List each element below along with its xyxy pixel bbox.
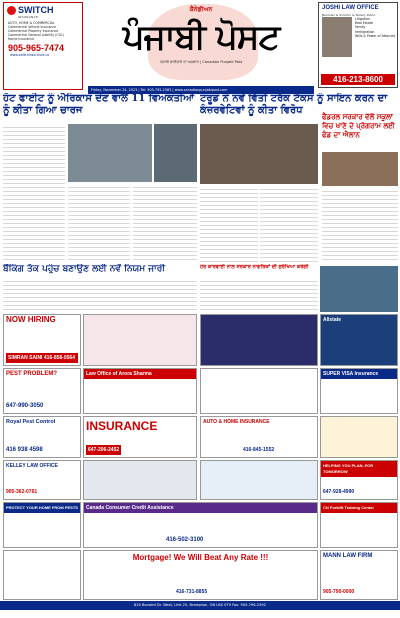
super-visa-details[interactable]: [320, 416, 398, 458]
switch-line: Commercial General Liability (CGL): [8, 33, 65, 38]
mann-law-ad[interactable]: [320, 550, 398, 600]
article-photo-side: [322, 152, 398, 186]
switch-brand: SWITCH: [18, 5, 54, 15]
footer-address: 820 Bovaird Dr. West, Unit 25, Brampton, ON L6X 0T9 Fax: 905-796-2592: [0, 601, 400, 610]
helping-title: HELPING YOU PLAN..FOR TOMORROW: [321, 461, 397, 477]
auto-home-title: AUTO & HOME INSURANCE: [203, 419, 270, 425]
kelley-title: KELLEY LAW OFFICE: [6, 463, 58, 469]
pest-ad[interactable]: [3, 368, 81, 414]
switch-line: AUTO, HOME & COMMERCIAL: [8, 21, 55, 26]
joshi-service: Immigration: [355, 29, 375, 34]
dental-ad[interactable]: [200, 368, 318, 414]
article-col-6: [322, 188, 398, 262]
protect-title: PROTECT YOUR HOME FROM PESTS: [4, 503, 80, 513]
article-col-8: [200, 278, 318, 312]
headline-bottom[interactable]: ਬੈਂਕਿੰਗ ਤੱਕ ਪਹੁੰਚ ਬਣਾਉਣ ਲਈ ਨਵੇਂ ਨਿਯਮ ਜਾਰੀ: [3, 264, 166, 274]
switch-phone[interactable]: 905-965-7474: [8, 43, 65, 54]
switch-line: Commercial Property Insurance: [8, 29, 59, 34]
hiring-title: NOW HIRING: [6, 315, 56, 324]
joshi-service: Litigation: [355, 17, 370, 21]
auto-home-phone[interactable]: 416-845-1552: [243, 447, 275, 453]
forklift-title: CN Forklift Training Center: [321, 503, 397, 513]
helping-phone[interactable]: 647-928-4990: [323, 489, 355, 495]
headline-side[interactable]: ਫੈਡਰਲ ਸਰਕਾਰ ਵੱਲੋਂ ਸਕੂਲਾਂ ਵਿਚ ਖਾਣੇ ਦੇ ਪ੍ਰੋਗਰਾਮ ਲਈ ਫੰਡ ਦਾ ਐਲਾਨ: [322, 112, 395, 139]
ad-bottom-left[interactable]: [3, 550, 81, 600]
article-col-1: [3, 124, 65, 260]
switch-lines: [4, 19, 82, 43]
article-photo-right: [200, 124, 318, 184]
joshi-phone[interactable]: 416-213-8600: [321, 74, 395, 85]
realtor-ad[interactable]: [83, 314, 197, 366]
pest-phone[interactable]: 647-990-3050: [6, 403, 44, 409]
switch-logo: [4, 3, 82, 15]
headline-bottom-right[interactable]: ਹੋਰ ਕਾਰਵਾਈ ਨਾਲ ਸਰਕਾਰ ਨਾਗਰਿਕਾਂ ਦੀ ਸੁਰੱਖਿਆ ਕਰੇਗੀ: [200, 264, 309, 270]
law-office-ad[interactable]: [83, 368, 197, 414]
joshi-service: Wills & Power of Attorney: [355, 33, 396, 38]
mortgage-agent-ad[interactable]: [200, 460, 318, 500]
headline-right[interactable]: ਟਰੂਡੋ ਨੇ ਨਵੇਂ ਵਿੱਤੀ ਟਰੱਕ ਟੈਕਸ ਨੂੰ ਸਾਇਨ ਕਰਨ ਦਾ ਕੰਜ਼ਰਵੇਟਿਵਾਂ ਨੂੰ ਕੀਤਾ ਵਿਰੋਧ: [200, 93, 388, 116]
masthead-small: ਕੈਨੇਡੀਅਨ: [189, 6, 213, 13]
switch-mark-icon: [7, 6, 16, 15]
mortgage-ad[interactable]: [83, 550, 318, 600]
mann-title: MANN LAW FIRM: [323, 553, 373, 559]
law-office-title: Law Office of Arora Sharma: [84, 369, 196, 379]
kelley-law-ad[interactable]: [3, 460, 81, 500]
article-col-4: [200, 186, 258, 262]
insurance-title: INSURANCE: [86, 419, 158, 433]
masthead-title: ਪੰਜਾਬੀ ਪੋਸਟ: [122, 17, 280, 57]
dateline-bar: Friday, November 24, 2023 | Tel: 905-795-2583 | www.canadianpunjabipost.com: [88, 86, 314, 94]
switch-insurance-ad[interactable]: [3, 2, 83, 90]
joshi-subtitle: Barrister & Solicitor & Notary Public: [322, 13, 376, 17]
mortgage-phone[interactable]: 416-731-8855: [176, 589, 208, 595]
consumer-title: Canada Consumer Credit Assistance: [84, 503, 317, 513]
insurance-ad[interactable]: [83, 416, 197, 458]
article-col-3: [133, 184, 197, 260]
article-photo-left: [68, 124, 152, 182]
royal-title: Royal Pest Control: [6, 419, 56, 425]
allstate-ad[interactable]: [320, 314, 398, 366]
simran-phone[interactable]: SIMRAN SAINI 416-858-0564: [6, 353, 78, 363]
helping-ad[interactable]: [320, 460, 398, 500]
masthead-tagline: ਪੰਜਾਬੀ ਭਾਈਚਾਰੇ ਦਾ ਅਖ਼ਬਾਰ | Canadian Punjabi Post: [159, 60, 243, 64]
article-col-5: [260, 186, 318, 262]
mortgage-title: Mortgage! We Will Beat Any Rate !!!: [132, 553, 269, 562]
consumer-phone[interactable]: 416-502-3100: [166, 537, 204, 543]
pest-title: PEST PROBLEM?: [6, 371, 58, 377]
auto-home-ad[interactable]: [200, 416, 318, 458]
super-visa-title: SUPER VISA Insurance: [321, 369, 397, 379]
joshi-law-ad[interactable]: [318, 2, 398, 88]
forklift-ad[interactable]: [320, 502, 398, 548]
article-photo-left-2: [154, 124, 197, 182]
article-col-2: [68, 184, 130, 260]
masthead: [88, 2, 314, 86]
hiring-ad[interactable]: [3, 314, 81, 366]
consumer-credit-ad[interactable]: [83, 502, 318, 548]
kelley-phone[interactable]: 905-362-0761: [6, 489, 38, 495]
switch-line: Commercial Vehicle Insurance: [8, 25, 57, 30]
joshi-photo: [322, 17, 352, 57]
allstate-title: Allstate: [323, 317, 342, 323]
mann-phone[interactable]: 905-790-0000: [323, 589, 355, 595]
royal-phone[interactable]: 416 938 4598: [6, 447, 43, 453]
headline-left[interactable]: ਹੋਟ ਫਾਈਟ ਨੂੰ ਐਰਿਕਾਸ ਦੇਣ ਵਾਲੇ 11 ਵਿਅਕਤੀਆਂ ਨੂੰ ਕੀਤਾ ਗਿਆ ਚਾਰਜ: [3, 93, 194, 116]
realty-ad[interactable]: [83, 460, 197, 500]
joshi-title: JOSHI LAW OFFICE: [322, 5, 379, 11]
switch-brand-sub: INSURANCE: [18, 15, 39, 20]
switch-line: Home Insurance: [8, 37, 35, 42]
switch-web[interactable]: www.switchinsurance.ca: [10, 53, 50, 58]
royal-pest-ad[interactable]: [3, 416, 81, 458]
vision-ad[interactable]: [200, 314, 318, 366]
super-visa-ad[interactable]: [320, 368, 398, 414]
protect-pests-ad[interactable]: [3, 502, 81, 548]
joshi-service: Family: [355, 25, 366, 30]
insurance-phone[interactable]: 647-206-2452: [88, 447, 120, 453]
article-col-7: [3, 278, 197, 312]
joshi-service: Real Estate: [355, 21, 373, 26]
article-photo-bottom: [320, 266, 398, 312]
